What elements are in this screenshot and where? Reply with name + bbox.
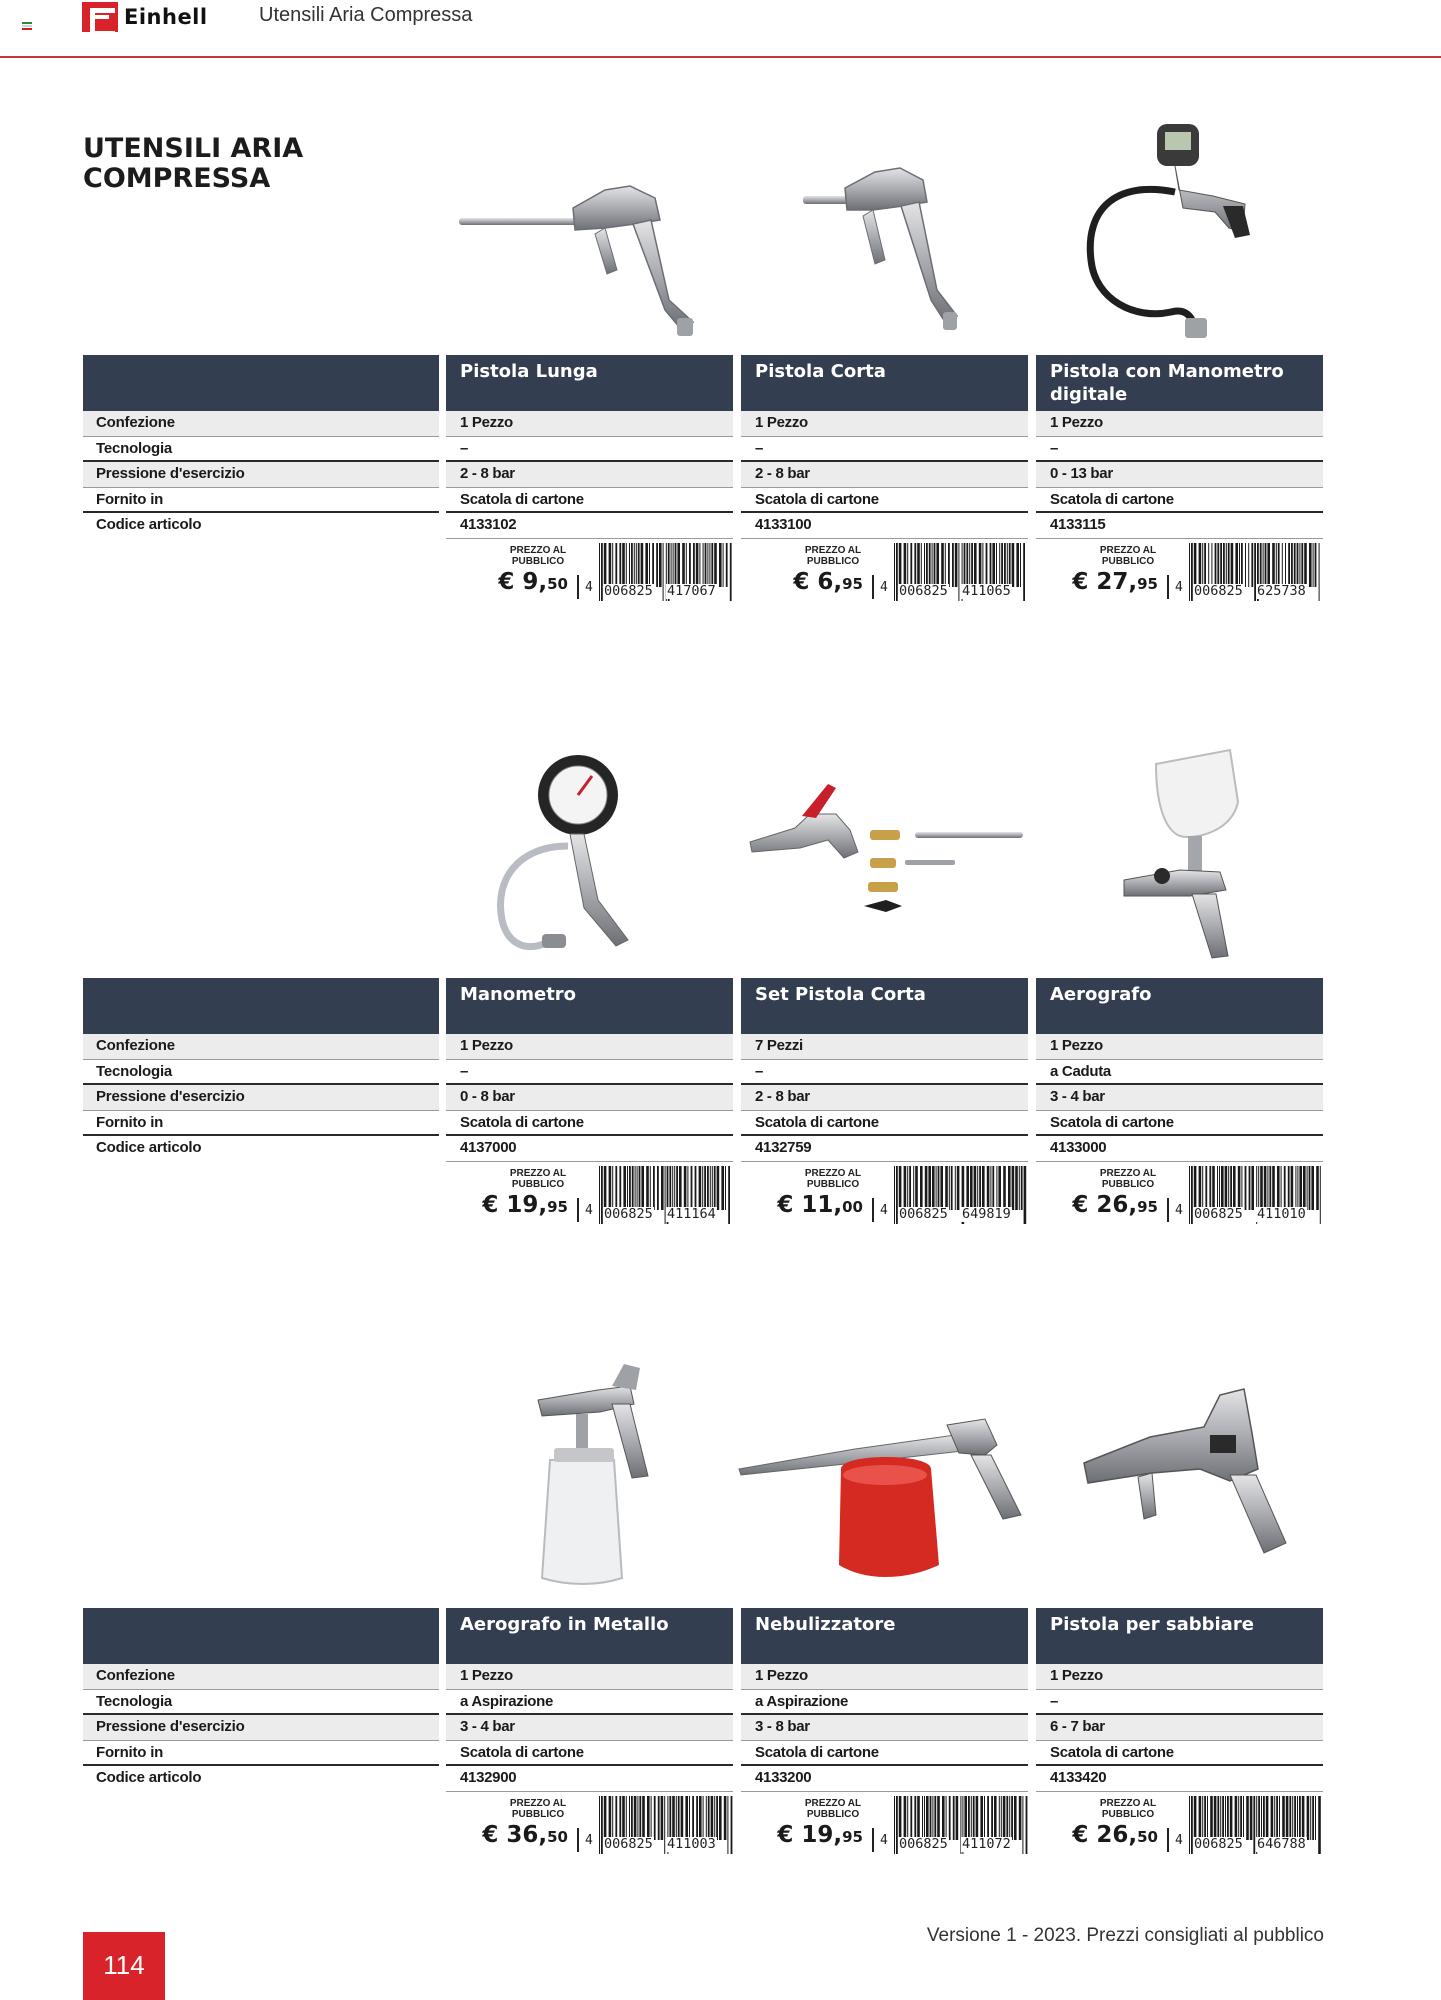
- product-pressione: 3 - 4 bar: [446, 1715, 733, 1741]
- ean-first-digit: 4: [880, 579, 888, 595]
- product-tecnologia: –: [446, 437, 733, 463]
- price-cents: 95: [1137, 574, 1158, 593]
- price: [498, 569, 568, 595]
- price-block: [741, 1792, 1028, 1856]
- barcode-icon: [1188, 543, 1323, 601]
- price-block: [446, 1162, 733, 1226]
- barcode-icon: [598, 1796, 733, 1854]
- price-cents: 95: [1137, 1197, 1158, 1216]
- spec-labels-row1: [83, 355, 439, 539]
- ean-right: 649819: [962, 1205, 1011, 1222]
- product-card-9: [1036, 1608, 1323, 1856]
- product-pressione: 2 - 8 bar: [741, 1085, 1028, 1111]
- price-block: [741, 539, 1028, 603]
- ean-first-digit: 4: [585, 1202, 593, 1218]
- price: [777, 1822, 863, 1848]
- label-confezione: Confezione: [83, 411, 439, 437]
- product-confezione: 1 Pezzo: [1036, 1664, 1323, 1690]
- spec-labels-row3: [83, 1608, 439, 1792]
- price-block: [1036, 1162, 1323, 1226]
- ean-right: 646788: [1257, 1835, 1306, 1852]
- price-main: € 19,: [777, 1821, 843, 1848]
- blow-gun-set-icon: [740, 770, 1025, 920]
- product-fornito: Scatola di cartone: [1036, 1111, 1323, 1137]
- price-label: PREZZO AL PUBBLICO: [804, 1797, 862, 1820]
- ean-left: 006825: [1194, 582, 1243, 599]
- price-main: € 6,: [793, 568, 843, 595]
- product-name: Pistola Lunga: [446, 355, 733, 411]
- label-codice: Codice articolo: [96, 1139, 202, 1156]
- price-divider: [577, 1198, 579, 1222]
- product-codice: 4133100: [741, 513, 1028, 539]
- gravity-spray-gun-icon: [1110, 740, 1260, 965]
- page-title: UTENSILI ARIA COMPRESSA: [83, 133, 304, 194]
- price-cents: 95: [842, 1827, 863, 1846]
- product-card-4: [446, 978, 733, 1226]
- product-tecnologia: –: [1036, 437, 1323, 463]
- product-tecnologia: –: [1036, 1690, 1323, 1716]
- product-card-5: [741, 978, 1028, 1226]
- label-fornito: Fornito in: [83, 1111, 439, 1137]
- price-block: [446, 539, 733, 603]
- ean-left: 006825: [899, 582, 948, 599]
- product-confezione: 1 Pezzo: [741, 1664, 1028, 1690]
- price-label: PREZZO AL PUBBLICO: [804, 544, 862, 567]
- product-pressione: 3 - 4 bar: [1036, 1085, 1323, 1111]
- price-divider: [1167, 1828, 1169, 1852]
- price: [1072, 1822, 1158, 1848]
- product-pressione: 0 - 8 bar: [446, 1085, 733, 1111]
- label-tecnologia: Tecnologia: [83, 437, 439, 463]
- product-pressione: 2 - 8 bar: [741, 462, 1028, 488]
- brand-logo: [82, 2, 238, 32]
- product-card-6: [1036, 978, 1323, 1226]
- barcode-icon: [598, 1166, 733, 1224]
- price-cents: 95: [547, 1197, 568, 1216]
- label-confezione: Confezione: [83, 1034, 439, 1060]
- product-fornito: Scatola di cartone: [446, 488, 733, 514]
- price-divider: [577, 575, 579, 599]
- product-codice: 4133000: [1036, 1136, 1323, 1162]
- product-tecnologia: –: [741, 1060, 1028, 1086]
- price-label: PREZZO AL PUBBLICO: [804, 1167, 862, 1190]
- label-fornito: Fornito in: [83, 488, 439, 514]
- barcode-icon: [893, 543, 1028, 601]
- footer-note: Versione 1 - 2023. Prezzi consigliati al pubblico: [926, 1925, 1324, 1946]
- price-divider: [872, 1198, 874, 1222]
- tire-gauge-icon: [488, 750, 658, 965]
- ean-right: 411010: [1257, 1205, 1306, 1222]
- label-header: [83, 1608, 439, 1664]
- label-codice: Codice articolo: [96, 1769, 202, 1786]
- product-confezione: 1 Pezzo: [446, 1034, 733, 1060]
- price: [1072, 569, 1158, 595]
- product-fornito: Scatola di cartone: [741, 1111, 1028, 1137]
- ean-right: 411003: [667, 1835, 716, 1852]
- product-codice: 4132900: [446, 1766, 733, 1792]
- ean-first-digit: 4: [1175, 1832, 1183, 1848]
- top-bar: [0, 0, 1441, 58]
- price-label: PREZZO AL PUBBLICO: [509, 1797, 567, 1820]
- product-codice: 4133102: [446, 513, 733, 539]
- ean-right: 411164: [667, 1205, 716, 1222]
- label-codice: Codice articolo: [96, 516, 202, 533]
- product-card-2: [741, 355, 1028, 603]
- flag-icon: [22, 22, 32, 30]
- price-block: [1036, 539, 1323, 603]
- label-confezione: Confezione: [83, 1664, 439, 1690]
- price-block: [1036, 1792, 1323, 1856]
- product-tecnologia: –: [741, 437, 1028, 463]
- ean-left: 006825: [1194, 1835, 1243, 1852]
- product-card-1: [446, 355, 733, 603]
- price-divider: [577, 1828, 579, 1852]
- price-cents: 95: [842, 574, 863, 593]
- product-confezione: 1 Pezzo: [1036, 411, 1323, 437]
- suction-spray-gun-icon: [528, 1360, 668, 1590]
- barcode-icon: [893, 1796, 1028, 1854]
- product-fornito: Scatola di cartone: [1036, 1741, 1323, 1767]
- product-pressione: 3 - 8 bar: [741, 1715, 1028, 1741]
- product-fornito: Scatola di cartone: [741, 488, 1028, 514]
- barcode-icon: [893, 1166, 1028, 1224]
- price-cents: 50: [547, 574, 568, 593]
- einhell-logo-icon: [82, 2, 118, 32]
- product-codice: 4133115: [1036, 513, 1323, 539]
- section-title: Utensili Aria Compressa: [259, 4, 473, 26]
- price-block: [741, 1162, 1028, 1226]
- price-main: € 9,: [498, 568, 548, 595]
- ean-left: 006825: [899, 1835, 948, 1852]
- product-name: Nebulizzatore: [741, 1608, 1028, 1664]
- product-pressione: 6 - 7 bar: [1036, 1715, 1323, 1741]
- sandblast-gun-icon: [1080, 1385, 1290, 1560]
- blow-gun-short-icon: [795, 150, 965, 340]
- price-main: € 26,: [1072, 1191, 1138, 1218]
- product-tecnologia: a Aspirazione: [446, 1690, 733, 1716]
- ean-left: 006825: [604, 1205, 653, 1222]
- price-label: PREZZO AL PUBBLICO: [1099, 1797, 1157, 1820]
- ean-first-digit: 4: [1175, 579, 1183, 595]
- product-fornito: Scatola di cartone: [1036, 488, 1323, 514]
- price-cents: 50: [547, 1827, 568, 1846]
- product-confezione: 1 Pezzo: [446, 411, 733, 437]
- label-tecnologia: Tecnologia: [83, 1690, 439, 1716]
- product-confezione: 1 Pezzo: [741, 411, 1028, 437]
- label-tecnologia: Tecnologia: [83, 1060, 439, 1086]
- product-fornito: Scatola di cartone: [741, 1741, 1028, 1767]
- price-divider: [1167, 1198, 1169, 1222]
- label-pressione: Pressione d'esercizio: [83, 462, 439, 488]
- product-name: Pistola con Manometro digitale: [1036, 355, 1323, 411]
- label-fornito: Fornito in: [83, 1741, 439, 1767]
- ean-right: 411065: [962, 582, 1011, 599]
- ean-left: 006825: [604, 1835, 653, 1852]
- brand-name: Einhell: [124, 5, 208, 29]
- digital-tire-gauge-icon: [1075, 120, 1255, 345]
- barcode-icon: [1188, 1796, 1323, 1854]
- ean-right: 625738: [1257, 582, 1306, 599]
- price: [1072, 1192, 1158, 1218]
- blow-gun-long-icon: [455, 150, 705, 340]
- product-fornito: Scatola di cartone: [446, 1741, 733, 1767]
- product-pressione: 2 - 8 bar: [446, 462, 733, 488]
- ean-left: 006825: [1194, 1205, 1243, 1222]
- price-label: PREZZO AL PUBBLICO: [509, 544, 567, 567]
- ean-left: 006825: [604, 582, 653, 599]
- price-label: PREZZO AL PUBBLICO: [509, 1167, 567, 1190]
- barcode-icon: [1188, 1166, 1323, 1224]
- product-pressione: 0 - 13 bar: [1036, 462, 1323, 488]
- price-label: PREZZO AL PUBBLICO: [1099, 544, 1157, 567]
- product-confezione: 1 Pezzo: [1036, 1034, 1323, 1060]
- product-codice: 4132759: [741, 1136, 1028, 1162]
- label-header: [83, 978, 439, 1034]
- price-divider: [872, 1828, 874, 1852]
- price-main: € 11,: [777, 1191, 843, 1218]
- product-card-7: [446, 1608, 733, 1856]
- product-name: Set Pistola Corta: [741, 978, 1028, 1034]
- price: [793, 569, 863, 595]
- product-name: Pistola Corta: [741, 355, 1028, 411]
- product-fornito: Scatola di cartone: [446, 1111, 733, 1137]
- product-tecnologia: –: [446, 1060, 733, 1086]
- product-codice: 4133200: [741, 1766, 1028, 1792]
- label-pressione: Pressione d'esercizio: [83, 1715, 439, 1741]
- product-codice: 4133420: [1036, 1766, 1323, 1792]
- barcode-icon: [598, 543, 733, 601]
- product-name: Manometro: [446, 978, 733, 1034]
- ean-right: 411072: [962, 1835, 1011, 1852]
- ean-right: 417067: [667, 582, 716, 599]
- price-divider: [1167, 575, 1169, 599]
- price-main: € 27,: [1072, 568, 1138, 595]
- ean-first-digit: 4: [585, 1832, 593, 1848]
- ean-first-digit: 4: [585, 579, 593, 595]
- price-label: PREZZO AL PUBBLICO: [1099, 1167, 1157, 1190]
- price-main: € 26,: [1072, 1821, 1138, 1848]
- product-confezione: 7 Pezzi: [741, 1034, 1028, 1060]
- price-divider: [872, 575, 874, 599]
- price: [482, 1192, 568, 1218]
- price: [777, 1192, 863, 1218]
- label-pressione: Pressione d'esercizio: [83, 1085, 439, 1111]
- product-name: Pistola per sabbiare: [1036, 1608, 1323, 1664]
- ean-left: 006825: [899, 1205, 948, 1222]
- price-block: [446, 1792, 733, 1856]
- product-confezione: 1 Pezzo: [446, 1664, 733, 1690]
- product-card-8: [741, 1608, 1028, 1856]
- ean-first-digit: 4: [880, 1202, 888, 1218]
- label-header: [83, 355, 439, 411]
- price-cents: 50: [1137, 1827, 1158, 1846]
- product-card-3: [1036, 355, 1323, 603]
- price-cents: 00: [842, 1197, 863, 1216]
- paraffin-gun-icon: [735, 1405, 1025, 1585]
- product-tecnologia: a Aspirazione: [741, 1690, 1028, 1716]
- ean-first-digit: 4: [1175, 1202, 1183, 1218]
- price-main: € 19,: [482, 1191, 548, 1218]
- price-main: € 36,: [482, 1821, 548, 1848]
- spec-labels-row2: [83, 978, 439, 1162]
- product-name: Aerografo: [1036, 978, 1323, 1034]
- price: [482, 1822, 568, 1848]
- page-number: 114: [83, 1932, 165, 2000]
- product-name: Aerografo in Metallo: [446, 1608, 733, 1664]
- product-tecnologia: a Caduta: [1036, 1060, 1323, 1086]
- product-codice: 4137000: [446, 1136, 733, 1162]
- ean-first-digit: 4: [880, 1832, 888, 1848]
